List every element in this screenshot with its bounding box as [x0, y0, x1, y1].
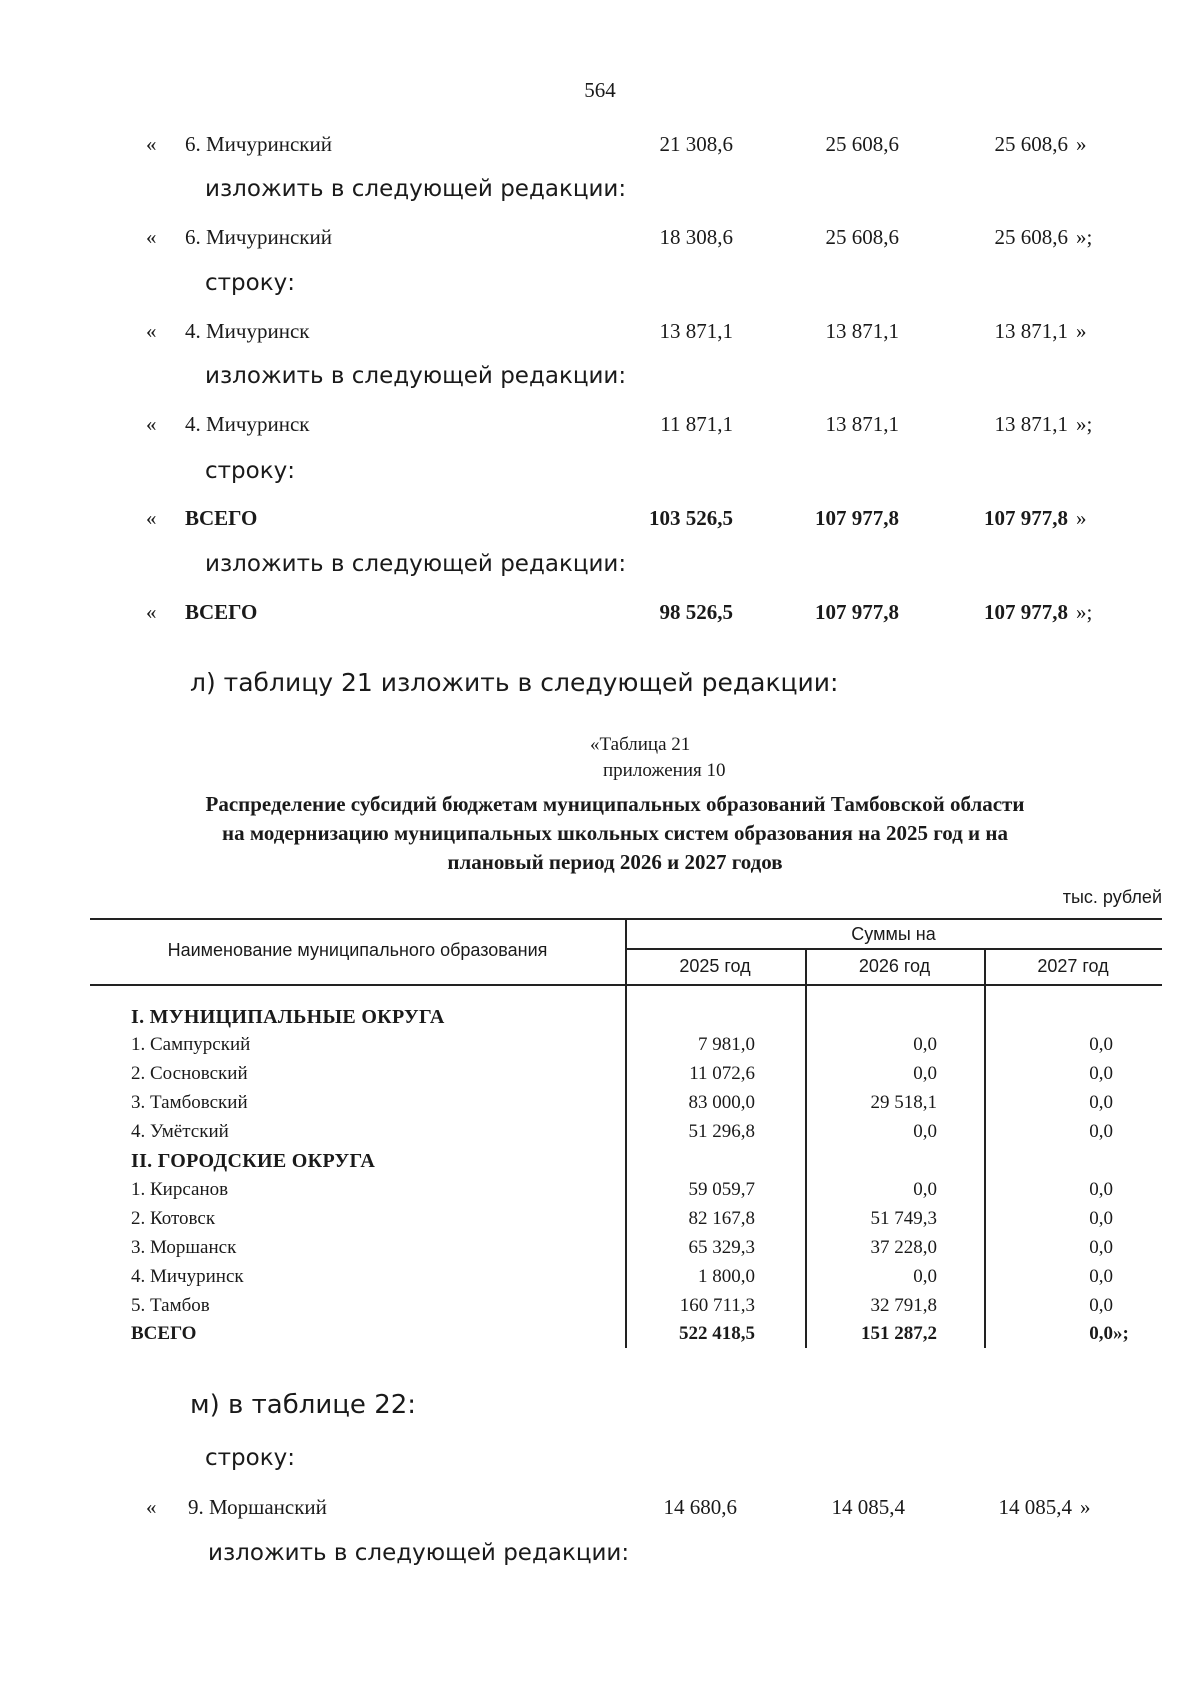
close-quote: »;	[1076, 600, 1093, 624]
value-2025: 21 308,6	[659, 132, 733, 156]
cell-name: 3. Моршанск	[131, 1237, 237, 1258]
cell-2025: 65 329,3	[688, 1237, 755, 1258]
value-2026: 14 085,4	[831, 1495, 905, 1519]
cell-2026: 37 228,0	[870, 1237, 937, 1258]
open-quote: «	[146, 319, 157, 343]
cell-2025: 83 000,0	[688, 1092, 755, 1113]
open-quote: «	[146, 1495, 157, 1519]
cell-name: 4. Умётский	[131, 1121, 229, 1142]
open-quote: «	[146, 600, 157, 624]
value-2025: 18 308,6	[659, 225, 733, 249]
section-name: I. МУНИЦИПАЛЬНЫЕ ОКРУГА	[131, 1006, 445, 1028]
value-2026: 13 871,1	[825, 412, 899, 436]
cell-2027: 0,0	[1089, 1266, 1113, 1287]
header-divider	[625, 948, 1162, 950]
value-2025: 103 526,5	[649, 506, 733, 530]
cell-2027: 0,0	[1089, 1323, 1113, 1344]
cell-2025: 160 711,3	[679, 1295, 755, 1316]
paragraph-m: м) в таблице 22:	[190, 1390, 417, 1420]
cell-2025: 59 059,7	[688, 1179, 755, 1200]
cell-2025: 51 296,8	[688, 1121, 755, 1142]
units-label: тыс. рублей	[1062, 887, 1162, 907]
value-2027: 107 977,8	[984, 506, 1068, 530]
amend-row	[0, 319, 1200, 349]
cell-name: 5. Тамбов	[131, 1295, 210, 1316]
cell-name: 4. Мичуринск	[131, 1266, 244, 1287]
amend-row-total	[0, 506, 1200, 536]
value-2027: 25 608,6	[994, 225, 1068, 249]
cell-2026: 51 749,3	[870, 1208, 937, 1229]
cell-2025: 1 800,0	[698, 1266, 755, 1287]
value-2025: 11 871,1	[660, 412, 733, 436]
row-name: ВСЕГО	[185, 506, 258, 530]
value-2025: 98 526,5	[659, 600, 733, 624]
instruction-text: изложить в следующей редакции:	[205, 551, 627, 577]
page-number: 564	[584, 78, 616, 102]
paragraph-l: л) таблицу 21 изложить в следующей редакции:	[190, 668, 839, 697]
table-section-row	[0, 1006, 1200, 1034]
cell-name: 2. Котовск	[131, 1208, 216, 1229]
cell-2026: 0,0	[913, 1266, 937, 1287]
close-quote: »	[1080, 1495, 1091, 1519]
instruction-text: изложить в следующей редакции:	[205, 363, 627, 389]
table-row	[0, 1092, 1200, 1120]
table-row	[0, 1237, 1200, 1265]
table-title	[120, 790, 1110, 877]
cell-2027: 0,0	[1089, 1208, 1113, 1229]
instruction-text: строку:	[205, 1445, 295, 1471]
value-2027: 25 608,6	[994, 132, 1068, 156]
table-title-line: на модернизацию муниципальных школьных систем образования на 2025 год и на	[222, 821, 1008, 845]
table-row	[0, 1034, 1200, 1062]
value-2026: 107 977,8	[815, 600, 899, 624]
table-row	[0, 1179, 1200, 1207]
cell-2026: 32 791,8	[870, 1295, 937, 1316]
cell-2027: 0,0	[1089, 1121, 1113, 1142]
close-quote: »	[1076, 132, 1087, 156]
row-name: 9. Моршанский	[188, 1495, 327, 1519]
cell-2026: 0,0	[913, 1121, 937, 1142]
amend-row-total	[0, 600, 1200, 630]
value-2027: 13 871,1	[994, 319, 1068, 343]
instruction-text: изложить в следующей редакции:	[208, 1540, 630, 1566]
cell-name: 2. Сосновский	[131, 1063, 248, 1084]
close-quote: »;	[1113, 1323, 1129, 1344]
cell-2025: 82 167,8	[688, 1208, 755, 1229]
open-quote: «	[146, 412, 157, 436]
value-2026: 25 608,6	[825, 132, 899, 156]
value-2027: 13 871,1	[994, 412, 1068, 436]
close-quote: »	[1076, 319, 1087, 343]
cell-2026: 151 287,2	[861, 1323, 937, 1344]
cell-2027: 0,0	[1089, 1092, 1113, 1113]
cell-name: 1. Сампурский	[131, 1034, 251, 1055]
table-title-line: плановый период 2026 и 2027 годов	[447, 850, 783, 874]
instruction-text: изложить в следующей редакции:	[205, 176, 627, 202]
value-2027: 14 085,4	[998, 1495, 1072, 1519]
cell-2027: 0,0	[1089, 1295, 1113, 1316]
cell-2026: 0,0	[913, 1034, 937, 1055]
cell-2025: 7 981,0	[698, 1034, 755, 1055]
table-section-row	[0, 1150, 1200, 1178]
table-row	[0, 1295, 1200, 1323]
cell-2027: 0,0	[1089, 1063, 1113, 1084]
cell-2025: 522 418,5	[679, 1323, 755, 1344]
value-2026: 107 977,8	[815, 506, 899, 530]
instruction-text: строку:	[205, 270, 295, 296]
cell-2027: 0,0	[1089, 1179, 1113, 1200]
header-year-2025: 2025 год	[679, 956, 751, 976]
table-row	[0, 1063, 1200, 1091]
row-name: 6. Мичуринский	[185, 225, 332, 249]
table-title-line: Распределение субсидий бюджетам муниципальных образований Тамбовской области	[205, 792, 1025, 816]
section-name: II. ГОРОДСКИЕ ОКРУГА	[131, 1150, 376, 1172]
value-2027: 107 977,8	[984, 600, 1068, 624]
close-quote: »;	[1076, 412, 1093, 436]
table-total-row	[0, 1323, 1200, 1351]
cell-name: 3. Тамбовский	[131, 1092, 248, 1113]
table-caption: «Таблица 21	[590, 734, 691, 755]
open-quote: «	[146, 506, 157, 530]
open-quote: «	[146, 225, 157, 249]
row-name: ВСЕГО	[185, 600, 258, 624]
amend-row	[0, 132, 1200, 162]
amend-row	[0, 225, 1200, 255]
cell-2026: 0,0	[913, 1179, 937, 1200]
cell-2026: 0,0	[913, 1063, 937, 1084]
value-2026: 13 871,1	[825, 319, 899, 343]
cell-name: 1. Кирсанов	[131, 1179, 229, 1200]
value-2026: 25 608,6	[825, 225, 899, 249]
table-row	[0, 1266, 1200, 1294]
header-year-2026: 2026 год	[858, 956, 931, 976]
row-name: 4. Мичуринск	[185, 319, 310, 343]
cell-name: ВСЕГО	[131, 1323, 197, 1344]
table-caption-appendix: приложения 10	[603, 760, 726, 781]
amend-row	[0, 1495, 1200, 1525]
amend-row	[0, 412, 1200, 442]
open-quote: «	[146, 132, 157, 156]
row-name: 4. Мичуринск	[185, 412, 310, 436]
table-row	[0, 1208, 1200, 1236]
cell-2025: 11 072,6	[689, 1063, 755, 1084]
close-quote: »;	[1076, 225, 1093, 249]
header-name-column: Наименование муниципального образования	[167, 940, 548, 960]
value-2025: 14 680,6	[663, 1495, 737, 1519]
cell-2027: 0,0	[1089, 1237, 1113, 1258]
cell-2027: 0,0	[1089, 1034, 1113, 1055]
header-sums: Суммы на	[851, 924, 936, 944]
header-year-2027: 2027 год	[1037, 956, 1109, 976]
value-2025: 13 871,1	[659, 319, 733, 343]
row-name: 6. Мичуринский	[185, 132, 332, 156]
table-row	[0, 1121, 1200, 1149]
instruction-text: строку:	[205, 458, 295, 484]
close-quote: »	[1076, 506, 1087, 530]
cell-2026: 29 518,1	[870, 1092, 937, 1113]
